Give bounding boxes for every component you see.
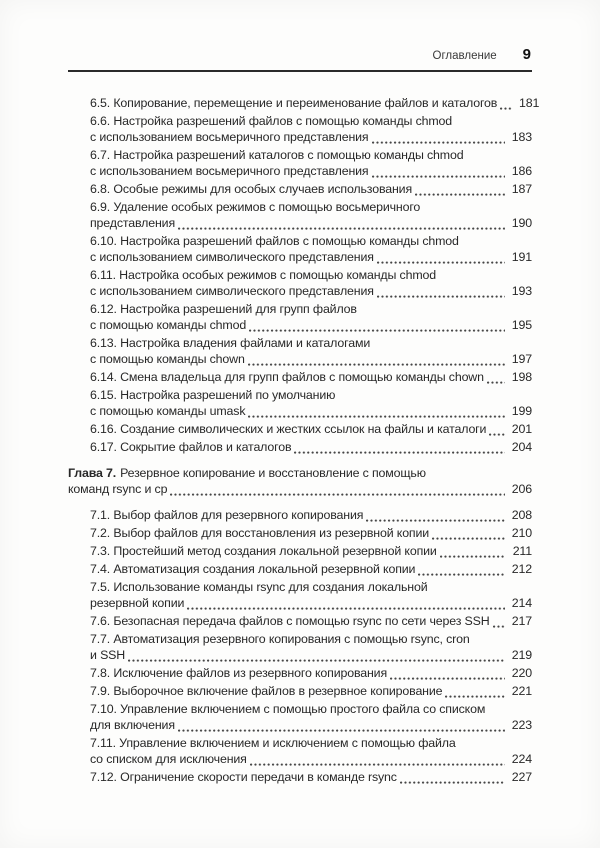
toc-entry-line [90,717,532,733]
toc-entry [90,387,532,419]
toc-entry-text: представления [90,216,176,230]
toc-entry [90,199,532,231]
toc-entry [90,683,532,699]
toc-entry-line [90,647,532,663]
toc-entry-text: 6.15. Настройка разрешений по умолчанию [90,388,336,402]
dot-leader [390,675,505,680]
chapter7-title-text2: команд rsync и cp [68,482,168,496]
toc-entry-line [90,613,532,629]
toc-entry-text: резервной копии [90,596,185,610]
toc-page-number: 195 [511,318,532,332]
toc-page-number: 208 [511,508,532,522]
toc-entry-text: с помощью команды chmod [90,318,247,332]
dot-leader [372,173,506,178]
dot-leader [170,491,505,496]
toc-entry-line [90,95,540,111]
toc-entry-text: 6.11. Настройка особых режимов с помощью команды chmod [90,268,436,282]
toc-page-number: 223 [511,718,532,732]
toc-entry [90,561,532,577]
toc-page-number: 211 [512,544,532,558]
toc-entry [90,735,532,767]
header-rule [68,70,532,72]
toc-page-number: 186 [511,164,532,178]
toc-entry [90,525,532,541]
chapter7-label: Глава 7. [68,466,117,480]
toc-page-number: 217 [511,614,532,628]
toc-page-number: 181 [518,96,540,110]
toc-entry-text: 6.12. Настройка разрешений для групп файлов [90,302,357,316]
toc-entry-text: 7.6. Безопасная передача файлов с помощью rsync по сети через SSH [90,614,490,628]
toc-entry-text: 7.5. Использование команды rsync для создания локальной [90,580,428,594]
toc-entry-text: 6.14. Смена владельца для групп файлов с помощью команды chown [90,370,484,384]
dot-leader [377,259,505,264]
toc-entry [90,507,532,523]
toc-entry-text: 7.4. Автоматизация создания локальной резервной копии [90,562,416,576]
chapter7-heading-line1 [68,465,532,481]
toc-entry-line [90,543,532,559]
toc-entry-text: 6.8. Особые режимы для особых случаев использования [90,182,413,196]
toc-entry-text: 6.6. Настройка разрешений файлов с помощью команды chmod [90,114,453,128]
toc-page-number: 183 [511,130,532,144]
page-header [68,46,532,63]
toc-entry-line [90,579,532,595]
dot-leader [372,139,506,144]
toc-entry [90,665,532,681]
toc-entry-line [90,701,532,717]
toc-page-number: 227 [511,770,532,784]
toc-page-number: 193 [511,284,532,298]
dot-leader [400,779,505,784]
toc-page-number: 212 [511,562,532,576]
toc-entry-text: 7.10. Управление включением с помощью простого файла со списком [90,702,486,716]
toc-page-number: 190 [511,216,532,230]
dot-leader [187,605,505,610]
dot-leader [487,379,505,384]
toc-entry-text: 6.17. Сокрытие файлов и каталогов [90,440,292,454]
toc-page-number: 187 [511,182,532,196]
dot-leader [178,225,505,230]
toc-entry-line [90,199,532,215]
dot-leader [489,431,505,436]
toc-entry [90,421,532,437]
toc-entry-text: 6.7. Настройка разрешений каталогов с помощью команды chmod [90,148,464,162]
chapter7-heading-line2 [68,481,532,497]
toc-entry [90,267,532,299]
toc-entry-text: с использованием восьмеричного представления [90,164,369,178]
dot-leader [250,761,505,766]
toc-page-number: 219 [511,648,532,662]
toc-entry-line [90,403,532,419]
dot-leader [294,449,505,454]
toc-entry [90,369,532,385]
toc-entry-line [90,351,532,367]
toc-entry-line [90,507,532,523]
toc-page-number: 214 [511,596,532,610]
toc-page-number: 221 [511,684,532,698]
toc-entry [90,233,532,265]
toc-entry-line [90,233,532,249]
toc-entry-text: с использованием символического представления [90,250,374,264]
toc-entry-line [90,421,532,437]
toc-entry-line [90,735,532,751]
toc-entry-line [90,215,532,231]
toc-entry [90,113,532,145]
dot-leader [248,361,505,366]
toc-entry-text: 6.16. Создание символических и жестких ссылок на файлы и каталоги [90,422,487,436]
toc-entry-line [90,249,532,265]
toc-entry-line [90,283,532,299]
toc-entry-line [90,631,532,647]
toc-entry-text: 6.13. Настройка владения файлами и каталогами [90,336,371,350]
toc-entry-line [90,317,532,333]
toc-entry-line [90,301,532,317]
toc-entry-text: 7.12. Ограничение скорости передачи в команде rsync [90,770,397,784]
toc-entry-text: со списком для исключения [90,752,247,766]
toc-entry-text: и SSH [90,648,126,662]
toc-entry-line [90,267,532,283]
toc-entry-text: 7.3. Простейший метод создания локальной резервной копии [90,544,437,558]
toc-page-number: 197 [511,352,532,366]
toc-entry-line [90,147,532,163]
toc-entry [90,543,532,559]
toc-entry-text: 7.2. Выбор файлов для восстановления из резервной копии [90,526,430,540]
toc-page-number: 204 [511,440,532,454]
toc-entry [90,613,532,629]
dot-leader [440,553,505,558]
dot-leader [128,657,505,662]
toc-page-number: 198 [511,370,532,384]
toc-page-number: 206 [511,482,532,496]
toc-entry-line [90,769,532,785]
toc-page-number: 210 [511,526,532,540]
toc-entry-text: с помощью команды chown [90,352,245,366]
toc-entry [90,439,532,455]
toc-entry-line [90,683,532,699]
toc-entry-text: 6.5. Копирование, перемещение и переименование файлов и каталогов [90,96,498,110]
toc-entry-line [90,129,532,145]
toc-entry-text: 7.11. Управление включением и исключением с помощью файла [90,736,456,750]
toc-entry-line [90,335,532,351]
chapter7-title-text: Резервное копирование и восстановление с помощью [120,466,426,480]
toc-entry-text: с использованием восьмеричного представления [90,130,369,144]
toc-entry-text: 6.9. Удаление особых режимов с помощью восьмеричного [90,200,421,214]
toc-entry [90,147,532,179]
table-of-contents [68,95,540,785]
toc-entry-line [90,113,532,129]
toc-entry-line [90,665,532,681]
toc-entry-line [90,595,532,611]
dot-leader [366,517,505,522]
toc-entry-line [90,181,532,197]
dot-leader [248,413,505,418]
dot-leader [377,293,505,298]
dot-leader [445,693,505,698]
toc-entry [90,701,532,733]
dot-leader [178,727,505,732]
toc-entry-line [90,163,532,179]
toc-entry-line [90,439,532,455]
toc-entry [90,95,540,111]
dot-leader [415,191,505,196]
toc-entry-line [90,369,532,385]
toc-entry-text: с помощью команды umask [90,404,246,418]
toc-entry [90,335,532,367]
chapter7-entries [68,507,532,785]
toc-entry-line [90,751,532,767]
dot-leader [500,105,512,110]
toc-entry-text: 7.1. Выбор файлов для резервного копирования [90,508,364,522]
dot-leader [432,535,505,540]
dot-leader [249,327,505,332]
toc-entry-text: для включения [90,718,175,732]
chapter6-entries [68,95,540,455]
toc-entry-line [90,561,532,577]
toc-entry-text: 7.7. Автоматизация резервного копирования с помощью rsync, cron [90,632,470,646]
toc-entry-text: с использованием символического представления [90,284,374,298]
toc-entry-line [90,525,532,541]
toc-entry [90,579,532,611]
toc-page-number: 199 [511,404,532,418]
toc-entry-text: 6.10. Настройка разрешений файлов с помощью команды chmod [90,234,459,248]
header-section-title: Оглавление [432,50,497,62]
toc-entry [90,301,532,333]
toc-entry [90,769,532,785]
toc-entry [90,181,532,197]
dot-leader [418,571,505,576]
toc-page-number: 224 [511,752,532,766]
toc-page-number: 220 [511,666,532,680]
header-page-number: 9 [522,46,531,63]
toc-entry [90,631,532,663]
dot-leader [493,623,505,628]
chapter7-heading [68,465,532,497]
toc-page-number: 201 [511,422,532,436]
toc-entry-line [90,387,532,403]
toc-entry-text: 7.9. Выборочное включение файлов в резервное копирование [90,684,443,698]
toc-page-number: 191 [511,250,532,264]
toc-entry-text: 7.8. Исключение файлов из резервного копирования [90,666,388,680]
